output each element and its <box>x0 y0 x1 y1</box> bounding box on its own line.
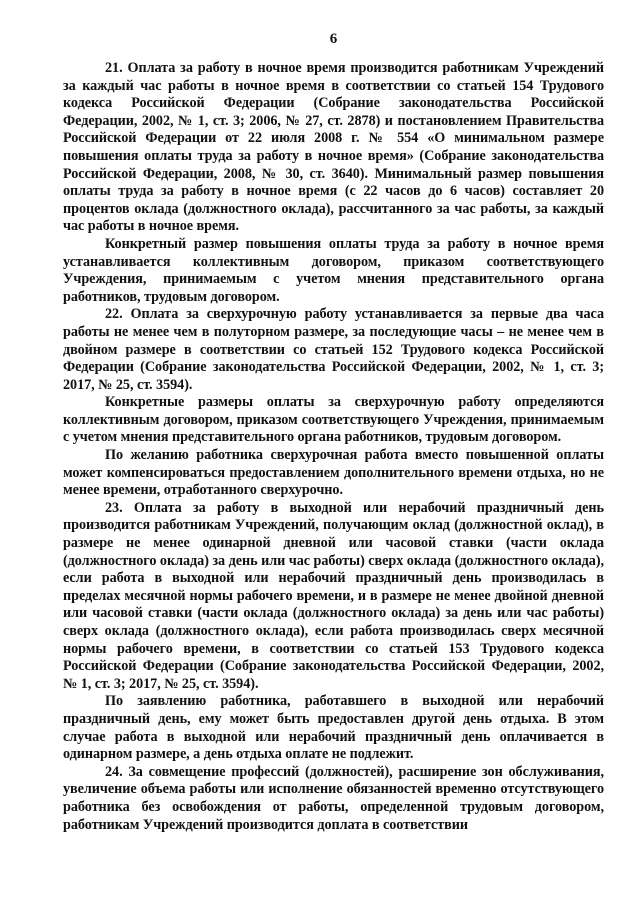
paragraph-overtime-amount: Конкретные размеры оплаты за сверхурочную работу определяются коллективным договором, приказом соответствующего Учреждения, принимаемым с учетом мнения представительного органа работников, трудовым договором. <box>63 394 604 446</box>
paragraph-24-combined-duties: 24. За совмещение профессий (должностей), расширение зон обслуживания, увеличение объема работы или исполнение обязанностей временно отсутствующего работника без освобождения от работы, определенной трудовым договором, работникам Учреждений производится доплата в соответствии <box>63 763 604 833</box>
paragraph-21-night-work: 21. Оплата за работу в ночное время производится работникам Учреждений за каждый час работы в ночное время в соответствии со статьей 154 Трудового кодекса Российской Федерации (Собрание законодательства Российской Федерации, 2002, № 1, ст. 3; 2006, № 27, ст. 2878) и постановлением Правительства Российской Федерации от 22 июля 2008 г. № 554 «О минимальном размере повышения оплаты труда за работу в ночное время» (Собрание законодательства Российской Федерации, 2008, № 30, ст. 3640). Минимальный размер повышения оплаты труда за работу в ночное время (с 22 часов до 6 часов) составляет 20 процентов оклада (должностного оклада), рассчитанного за час работы, за каждый час работы в ночное время. <box>63 60 604 235</box>
paragraph-22-overtime: 22. Оплата за сверхурочную работу устанавливается за первые два часа работы не менее чем в полуторном размере, за последующие часы – не менее чем в двойном размере в соответствии со статьей 152 Трудового кодекса Российской Федерации (Собрание законодательства Российской Федерации, 2002, № 1, ст. 3; 2017, № 25, ст. 3594). <box>63 306 604 393</box>
paragraph-holiday-rest-day: По заявлению работника, работавшего в выходной или нерабочий праздничный день, ему может быть предоставлен другой день отдыха. В этом случае работа в выходной или нерабочий праздничный день оплачивается в одинарном размере, а день отдыха оплате не подлежит. <box>63 693 604 763</box>
paragraph-night-work-amount: Конкретный размер повышения оплаты труда за работу в ночное время устанавливается коллективным договором, приказом соответствующего Учреждения, принимаемым с учетом мнения представительного органа работников, трудовым договором. <box>63 235 604 305</box>
paragraph-23-holiday-work: 23. Оплата за работу в выходной или нерабочий праздничный день производится работникам Учреждений, получающим оклад (должностной оклад), в размере не менее одинарной дневной или часовой ставки (части оклада (должностного оклада) за день или час работы) сверх оклада (должностного оклада), если работа в выходной или нерабочий праздничный день производилась в пределах месячной нормы рабочего времени, и в размере не менее двойной дневной или часовой ставки (части оклада (должностного оклада) за день или час работы) сверх оклада (должностного оклада), если работа производилась сверх месячной нормы рабочего времени, в соответствии со статьей 153 Трудового кодекса Российской Федерации (Собрание законодательства Российской Федерации, 2002, № 1, ст. 3; 2017, № 25, ст. 3594). <box>63 499 604 692</box>
paragraph-overtime-compensation: По желанию работника сверхурочная работа вместо повышенной оплаты может компенсироваться предоставлением дополнительного времени отдыха, но не менее времени, отработанного сверхурочно. <box>63 447 604 499</box>
page-number: 6 <box>329 31 338 47</box>
